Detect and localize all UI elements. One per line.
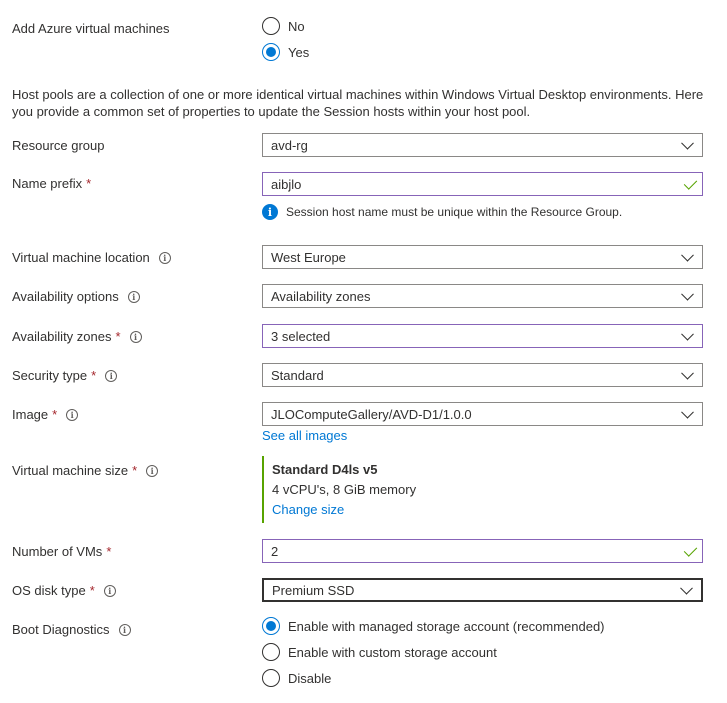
resource-group-select[interactable] bbox=[262, 133, 703, 157]
chevron-down-icon bbox=[681, 288, 694, 301]
num-vms-label: Number of VMs * bbox=[12, 544, 112, 559]
info-icon[interactable]: i bbox=[119, 624, 131, 636]
radio-circle[interactable] bbox=[262, 43, 280, 61]
radio-boot-disable[interactable] bbox=[262, 669, 331, 687]
security-type-label: Security type * i bbox=[12, 368, 117, 383]
chevron-down-icon bbox=[681, 328, 694, 341]
info-icon[interactable]: i bbox=[104, 585, 116, 597]
os-disk-label: OS disk type * i bbox=[12, 583, 116, 598]
name-prefix-label: Name prefix * bbox=[12, 176, 92, 191]
availability-zones-select[interactable] bbox=[262, 324, 703, 348]
required-asterisk: * bbox=[132, 463, 138, 478]
chevron-down-icon bbox=[681, 367, 694, 380]
input-value: aibjlo bbox=[271, 176, 302, 192]
availability-options-label: Availability options i bbox=[12, 289, 140, 304]
required-asterisk: * bbox=[86, 176, 92, 191]
availability-zones-label: Availability zones * i bbox=[12, 329, 142, 344]
note-text: Session host name must be unique within the Resource Group. bbox=[286, 205, 623, 219]
radio-label: Disable bbox=[288, 670, 332, 686]
resource-group-label: Resource group bbox=[12, 138, 105, 153]
radio-label: No bbox=[288, 18, 305, 34]
chevron-down-icon bbox=[681, 137, 694, 150]
see-all-images-link[interactable]: See all images bbox=[262, 428, 348, 443]
radio-label: Enable with managed storage account (recommended) bbox=[288, 618, 605, 634]
security-type-select[interactable] bbox=[262, 363, 703, 387]
radio-label: Enable with custom storage account bbox=[288, 644, 497, 660]
chevron-down-icon bbox=[681, 249, 694, 262]
chevron-down-icon bbox=[681, 406, 694, 419]
host-pool-description: Host pools are a collection of one or more identical virtual machines within Windows Virtual Desktop environments. Here you provide a common set of properties to update the Session hosts within your host pool. bbox=[12, 87, 704, 119]
select-value: West Europe bbox=[271, 249, 346, 265]
os-disk-select[interactable] bbox=[262, 578, 703, 602]
vm-size-label: Virtual machine size * i bbox=[12, 463, 158, 478]
select-value: JLOComputeGallery/AVD-D1/1.0.0 bbox=[271, 406, 472, 422]
vm-size-name: Standard D4ls v5 bbox=[272, 462, 378, 477]
chevron-down-icon bbox=[680, 582, 693, 595]
required-asterisk: * bbox=[115, 329, 121, 344]
vm-location-label: Virtual machine location i bbox=[12, 250, 171, 265]
radio-circle[interactable] bbox=[262, 617, 280, 635]
radio-add-vms-yes[interactable] bbox=[262, 43, 309, 61]
select-value: 3 selected bbox=[271, 328, 331, 344]
info-icon[interactable]: i bbox=[128, 291, 140, 303]
radio-circle[interactable] bbox=[262, 17, 280, 35]
checkmark-icon bbox=[684, 176, 697, 189]
info-icon[interactable]: i bbox=[66, 409, 78, 421]
vm-size-spec: 4 vCPU's, 8 GiB memory bbox=[272, 482, 417, 497]
select-value: Availability zones bbox=[271, 288, 371, 304]
radio-circle[interactable] bbox=[262, 643, 280, 661]
vm-location-select[interactable] bbox=[262, 245, 703, 269]
add-vms-label: Add Azure virtual machines bbox=[12, 21, 170, 36]
name-prefix-input[interactable] bbox=[262, 172, 703, 196]
image-select[interactable] bbox=[262, 402, 703, 426]
image-label: Image * i bbox=[12, 407, 78, 422]
radio-circle[interactable] bbox=[262, 669, 280, 687]
name-prefix-note bbox=[262, 204, 622, 220]
required-asterisk: * bbox=[106, 544, 112, 559]
vm-size-summary bbox=[262, 456, 416, 523]
required-asterisk: * bbox=[52, 407, 58, 422]
info-icon[interactable]: i bbox=[130, 331, 142, 343]
num-vms-input[interactable] bbox=[262, 539, 703, 563]
required-asterisk: * bbox=[91, 368, 97, 383]
radio-boot-managed[interactable] bbox=[262, 617, 605, 635]
change-size-link[interactable]: Change size bbox=[272, 502, 345, 517]
input-value: 2 bbox=[271, 543, 279, 559]
radio-boot-custom[interactable] bbox=[262, 643, 497, 661]
select-value: Standard bbox=[271, 367, 324, 383]
required-asterisk: * bbox=[89, 583, 95, 598]
info-icon[interactable]: i bbox=[105, 370, 117, 382]
radio-label: Yes bbox=[288, 44, 310, 60]
info-icon[interactable]: i bbox=[159, 252, 171, 264]
info-icon[interactable]: i bbox=[146, 465, 158, 477]
availability-options-select[interactable] bbox=[262, 284, 703, 308]
radio-add-vms-no[interactable] bbox=[262, 17, 305, 35]
info-filled-icon: i bbox=[262, 204, 278, 220]
select-value: Premium SSD bbox=[272, 582, 355, 598]
select-value: avd-rg bbox=[271, 137, 308, 153]
boot-diagnostics-label: Boot Diagnostics i bbox=[12, 622, 131, 637]
checkmark-icon bbox=[684, 543, 697, 556]
